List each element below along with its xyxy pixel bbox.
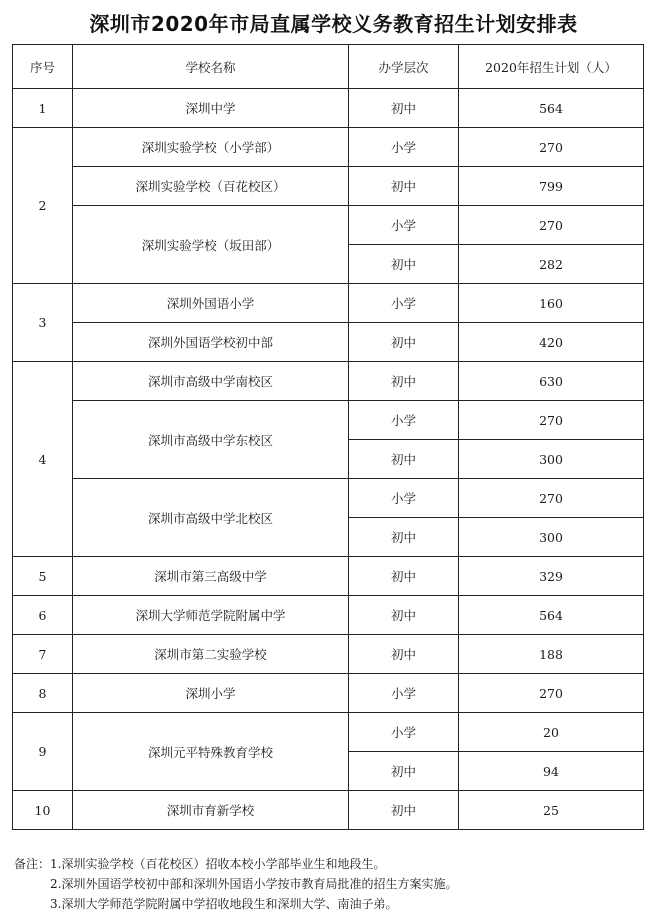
- plan-count: 564: [459, 89, 644, 128]
- row-no: 6: [13, 596, 73, 635]
- plan-count: 420: [459, 323, 644, 362]
- school-level: 初中: [349, 791, 459, 830]
- school-level: 初中: [349, 557, 459, 596]
- table-row: [13, 167, 644, 206]
- plan-count: 282: [459, 245, 644, 284]
- row-no: 1: [13, 89, 73, 128]
- table-row: [13, 362, 644, 401]
- table-row: [13, 635, 644, 674]
- school-level: 初中: [349, 518, 459, 557]
- school-level: 初中: [349, 89, 459, 128]
- note-line: 2.深圳外国语学校初中部和深圳外国语小学按市教育局批准的招生方案实施。: [50, 877, 458, 891]
- row-no: 5: [13, 557, 73, 596]
- plan-count: 188: [459, 635, 644, 674]
- school-name: 深圳市高级中学东校区: [73, 401, 349, 479]
- school-name: 深圳外国语小学: [73, 284, 349, 323]
- plan-count: 630: [459, 362, 644, 401]
- school-name: 深圳元平特殊教育学校: [73, 713, 349, 791]
- plan-count: 270: [459, 206, 644, 245]
- table-row: [13, 128, 644, 167]
- header-school-name: 学校名称: [73, 45, 349, 89]
- table-row: [13, 791, 644, 830]
- row-no: 9: [13, 713, 73, 791]
- note-line: 3.深圳大学师范学院附属中学招收地段生和深圳大学、南油子弟。: [50, 897, 398, 911]
- school-level: 小学: [349, 674, 459, 713]
- enrollment-plan-table: [12, 44, 644, 830]
- table-row: [13, 479, 644, 518]
- school-level: 初中: [349, 752, 459, 791]
- plan-count: 270: [459, 674, 644, 713]
- school-level: 初中: [349, 635, 459, 674]
- table-row: [13, 557, 644, 596]
- table-header-row: [13, 45, 644, 89]
- school-name: 深圳市高级中学北校区: [73, 479, 349, 557]
- school-name: 深圳市第三高级中学: [73, 557, 349, 596]
- school-name: 深圳中学: [73, 89, 349, 128]
- school-name: 深圳市高级中学南校区: [73, 362, 349, 401]
- plan-count: 160: [459, 284, 644, 323]
- school-name: 深圳实验学校（百花校区）: [73, 167, 349, 206]
- school-level: 小学: [349, 479, 459, 518]
- plan-count: 25: [459, 791, 644, 830]
- row-no: 4: [13, 362, 73, 557]
- table-row: [13, 401, 644, 440]
- school-level: 初中: [349, 362, 459, 401]
- page-title: 深圳市2020年市局直属学校义务教育招生计划安排表: [89, 12, 578, 36]
- plan-count: 270: [459, 479, 644, 518]
- school-level: 小学: [349, 284, 459, 323]
- school-name: 深圳外国语学校初中部: [73, 323, 349, 362]
- school-level: 初中: [349, 167, 459, 206]
- plan-count: 329: [459, 557, 644, 596]
- notes-section: [14, 854, 654, 914]
- plan-count: 270: [459, 128, 644, 167]
- school-level: 初中: [349, 596, 459, 635]
- table-row: [13, 596, 644, 635]
- row-no: 7: [13, 635, 73, 674]
- school-name: 深圳实验学校（小学部）: [73, 128, 349, 167]
- school-name: 深圳实验学校（坂田部）: [73, 206, 349, 284]
- row-no: 10: [13, 791, 73, 830]
- plan-count: 564: [459, 596, 644, 635]
- school-name: 深圳小学: [73, 674, 349, 713]
- school-name: 深圳市育新学校: [73, 791, 349, 830]
- school-level: 初中: [349, 323, 459, 362]
- row-no: 8: [13, 674, 73, 713]
- row-no: 3: [13, 284, 73, 362]
- header-no: 序号: [13, 45, 73, 89]
- table-row: [13, 674, 644, 713]
- table-row: [13, 713, 644, 752]
- school-level: 小学: [349, 206, 459, 245]
- plan-count: 799: [459, 167, 644, 206]
- plan-count: 300: [459, 518, 644, 557]
- table-row: [13, 89, 644, 128]
- school-level: 初中: [349, 245, 459, 284]
- school-level: 初中: [349, 440, 459, 479]
- header-level: 办学层次: [349, 45, 459, 89]
- school-level: 小学: [349, 713, 459, 752]
- school-level: 小学: [349, 401, 459, 440]
- plan-count: 270: [459, 401, 644, 440]
- school-name: 深圳市第二实验学校: [73, 635, 349, 674]
- school-name: 深圳大学师范学院附属中学: [73, 596, 349, 635]
- plan-count: 300: [459, 440, 644, 479]
- table-row: [13, 323, 644, 362]
- header-plan: 2020年招生计划（人）: [459, 45, 644, 89]
- school-level: 小学: [349, 128, 459, 167]
- table-row: [13, 284, 644, 323]
- row-no: 2: [13, 128, 73, 284]
- table-row: [13, 206, 644, 245]
- plan-count: 94: [459, 752, 644, 791]
- plan-count: 20: [459, 713, 644, 752]
- note-line: 备注：1.深圳实验学校（百花校区）招收本校小学部毕业生和地段生。: [14, 857, 386, 871]
